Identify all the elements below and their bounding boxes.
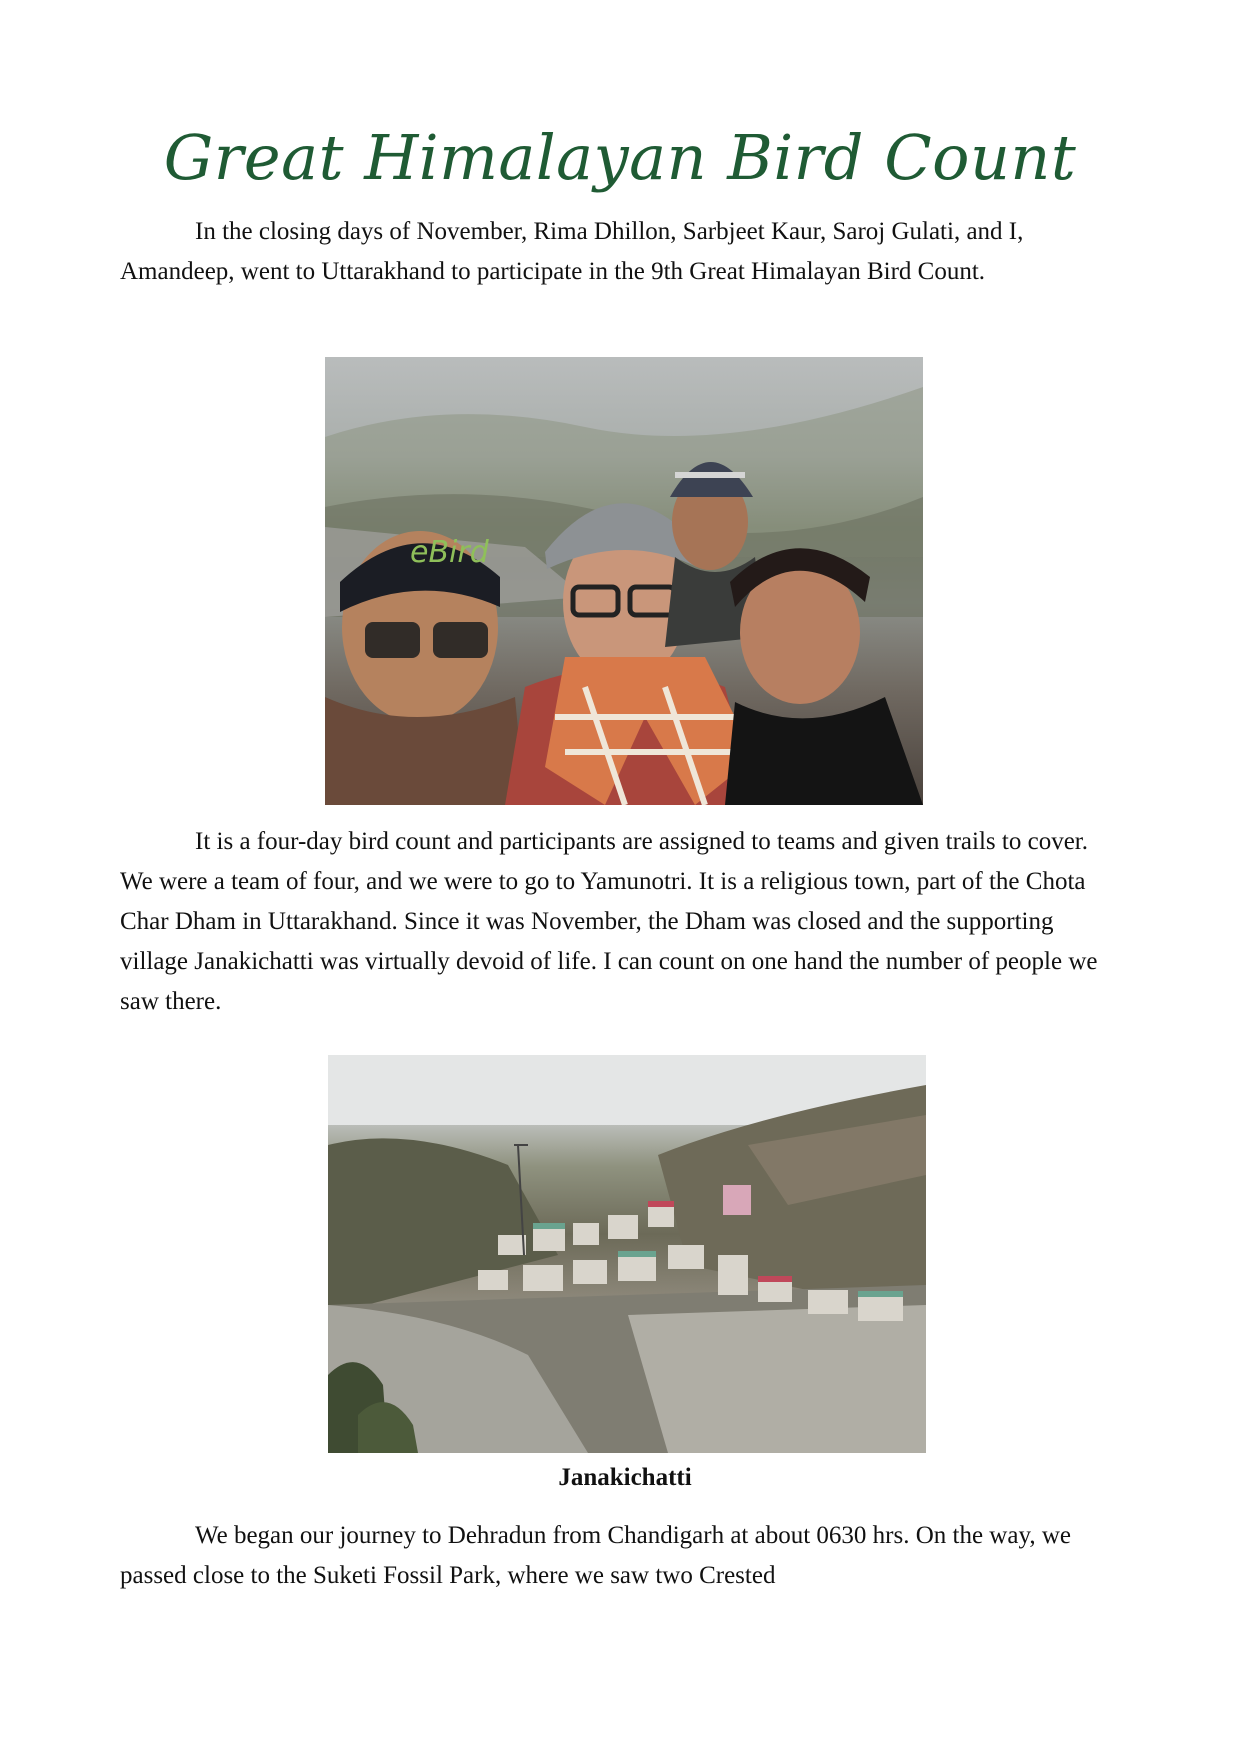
paragraph-intro: In the closing days of November, Rima Dhillon, Sarbjeet Kaur, Saroj Gulati, and I, Amandeep, went to Uttarakhand to participate in the 9th Great Himalayan Bird Count. [120, 218, 1024, 285]
photo-caption: Janakichatti [558, 1464, 692, 1491]
page-title: Great Himalayan Bird Count [163, 121, 1077, 194]
hat-logo-text: eBird [410, 535, 489, 570]
paragraph-trail: It is a four-day bird count and participants are assigned to teams and given trails to cover. We were a team of four, and we were to go to Yamunotri. It is a religious town, part of the Chota Char Dham in Uttarakhand. Since it was November, the Dham was closed and the supporting village Janakichatti was virtually devoid of life. I can count on one hand the number of people we saw there. [120, 828, 1098, 1015]
group-selfie-photo [325, 357, 923, 805]
village-landscape-photo [328, 1055, 926, 1453]
paragraph-journey: We began our journey to Dehradun from Chandigarh at about 0630 hrs. On the way, we passed close to the Suketi Fossil Park, where we saw two Crested [120, 1522, 1071, 1589]
